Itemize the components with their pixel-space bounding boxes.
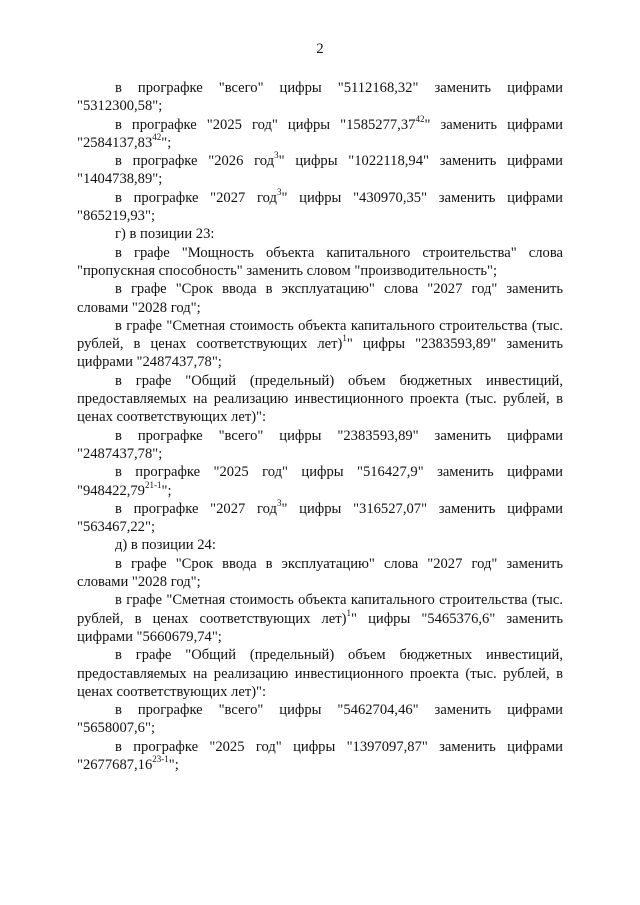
- paragraph-text: в прографке "2025 год" цифры "1397097,87" заменить цифрами "2677687,16: [77, 738, 563, 773]
- paragraph-text: ";: [161, 482, 172, 499]
- paragraph-text: в графе "Срок ввода в эксплуатацию" слова "2027 год" заменить словами "2028 год";: [77, 555, 563, 591]
- paragraph: [77, 372, 563, 427]
- footnote-marker: 23-1: [152, 754, 169, 765]
- footnote-marker: 3: [276, 186, 282, 197]
- footnote-marker: 21-1: [144, 479, 162, 490]
- paragraph-text: д) в позиции 24:: [115, 537, 216, 554]
- paragraph-text: " цифры "2383593,89" заменить цифрами "2487437,78";: [77, 336, 563, 371]
- paragraph: [77, 152, 563, 189]
- paragraph: [77, 555, 563, 592]
- footnote-marker: 3: [276, 497, 282, 508]
- paragraph: [77, 591, 563, 646]
- paragraph: [77, 463, 563, 500]
- footnote-marker: 1: [342, 333, 347, 344]
- paragraph: [77, 186, 563, 226]
- document-body: [77, 79, 563, 774]
- paragraph: [77, 646, 563, 701]
- paragraph-text: г) в позиции 23:: [115, 226, 215, 243]
- paragraph: [77, 427, 563, 464]
- paragraph-text: в прографке "всего" цифры "5462704,46" заменить цифрами "5658007,6";: [77, 702, 563, 737]
- footnote-marker: 1: [346, 607, 352, 618]
- paragraph: [77, 317, 563, 372]
- paragraph: [77, 536, 563, 554]
- paragraph: [77, 738, 563, 775]
- paragraph: [77, 225, 563, 243]
- paragraph-text: в прографке "всего" цифры "5112168,32" заменить цифрами "5312300,58";: [77, 80, 563, 115]
- paragraph-text: " цифры "316527,07" заменить цифрами "563467,22";: [77, 500, 563, 536]
- footnote-marker: 42: [152, 132, 162, 143]
- paragraph: [77, 244, 563, 281]
- paragraph: [77, 701, 563, 738]
- paragraph-text: в графе "Мощность объекта капитального строительства" слова "пропускная способность" заменить словом "производительность";: [77, 244, 563, 279]
- paragraph-text: в графе "Общий (предельный) объем бюджетных инвестиций, предоставляемых на реализацию инвестиционного проекта (тыс. рублей, в ценах соответствующих лет)":: [77, 647, 563, 700]
- paragraph-text: в графе "Срок ввода в эксплуатацию" слова "2027 год" заменить словами "2028 год";: [77, 281, 563, 316]
- paragraph-text: " цифры "430970,35" заменить цифрами "865219,93";: [77, 189, 563, 225]
- paragraph-text: в прографке "2025 год" цифры "516427,9" заменить цифрами "948422,79: [77, 464, 563, 499]
- paragraph: [77, 497, 563, 537]
- paragraph-text: ";: [161, 134, 172, 151]
- paragraph-text: в прографке "2027 год: [115, 189, 277, 206]
- footnote-marker: 3: [274, 150, 279, 161]
- paragraph-text: в прографке "2025 год" цифры "1585277,37: [115, 116, 416, 133]
- paragraph-text: в графе "Общий (предельный) объем бюджетных инвестиций, предоставляемых на реализацию инвестиционного проекта (тыс. рублей, в ценах соответствующих лет)":: [77, 372, 563, 426]
- paragraph: [77, 79, 563, 116]
- paragraph: [77, 280, 563, 317]
- paragraph: [77, 113, 563, 153]
- paragraph-text: в графе "Сметная стоимость объекта капитального строительства (тыс. рублей, в ценах соответствующих лет): [77, 317, 563, 353]
- paragraph-text: в графе "Сметная стоимость объекта капитального строительства (тыс. рублей, в ценах соответствующих лет): [77, 592, 563, 627]
- paragraph-text: " заменить цифрами "2584137,83: [77, 116, 563, 151]
- paragraph-text: в прографке "2027 год: [115, 500, 277, 517]
- paragraph-text: в прографке "2026 год: [115, 153, 275, 170]
- paragraph-text: " цифры "5465376,6" заменить цифрами "5660679,74";: [77, 610, 563, 645]
- paragraph-text: " цифры "1022118,94" заменить цифрами "1404738,89";: [77, 153, 563, 188]
- footnote-marker: 42: [415, 113, 425, 124]
- paragraph-text: ";: [168, 756, 179, 773]
- paragraph-text: в прографке "всего" цифры "2383593,89" заменить цифрами "2487437,78";: [77, 427, 563, 462]
- page-number: 2: [316, 41, 324, 57]
